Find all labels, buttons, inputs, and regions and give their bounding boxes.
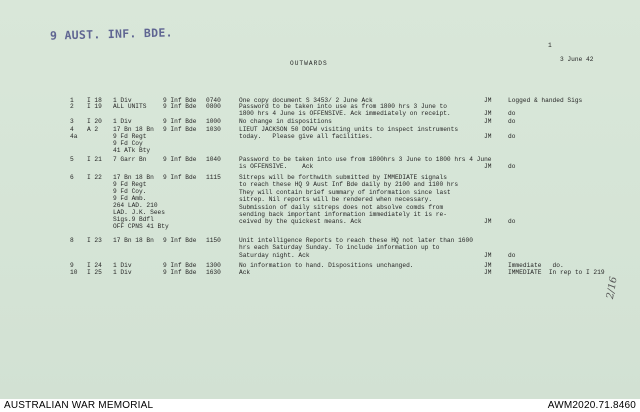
log-time: 1115 (206, 174, 221, 181)
log-message-line: Password to be taken into use as from 1800 hrs 3 June to (239, 103, 447, 110)
log-time-ref: I 20 (87, 118, 102, 125)
log-initials: JM (484, 269, 492, 276)
log-no: 6 (70, 174, 74, 181)
log-from: 9 Fd Regt (113, 133, 147, 140)
log-title: OUTWARDS (290, 60, 328, 67)
log-time: 1040 (206, 156, 221, 163)
log-initials: JM (484, 110, 492, 118)
footer-institution: AUSTRALIAN WAR MEMORIAL (4, 400, 154, 411)
log-to: 9 Inf Bde (163, 103, 197, 110)
log-message-line: No information to hand. Dispositions unchanged. (239, 262, 414, 269)
log-time-ref: I 22 (87, 174, 102, 181)
log-message-line: They will contain brief summary of information since last (239, 188, 451, 196)
log-from: 1 Div (113, 262, 132, 269)
log-no: 1 (70, 97, 74, 104)
log-from: 1 Div (113, 97, 132, 104)
log-message-line: One copy document S 3453/ 2 June Ack (239, 97, 373, 104)
log-time: 1030 (206, 126, 221, 133)
log-remark: Immediate do. (508, 262, 564, 269)
log-date: 3 June 42 (560, 56, 594, 63)
log-time-ref: I 24 (87, 262, 102, 269)
log-no: 2 (70, 103, 74, 110)
log-no: 4a (70, 133, 78, 140)
log-no: 10 (70, 269, 78, 276)
log-to: 9 Inf Bde (163, 97, 197, 104)
log-remark: IMMEDIATE In rep to I 219 (508, 269, 605, 276)
log-from: 1 Div (113, 269, 132, 276)
log-from: 9 Fd Coy (113, 140, 143, 147)
log-remark: do (508, 218, 516, 226)
log-to: 9 Inf Bde (163, 118, 197, 125)
log-remark: Logged & handed Sigs (508, 97, 583, 104)
log-message-line: Ack (239, 269, 251, 276)
log-from: 264 LAD. 210 (113, 202, 158, 209)
log-message-line: LIEUT JACKSON 50 DOFW visiting units to inspect instruments (239, 126, 459, 133)
log-from: 7 Garr Bn (113, 156, 147, 163)
log-from: LAD. J.K. Sees (113, 209, 165, 216)
log-time-ref: I 19 (87, 103, 102, 110)
log-initials: JM (484, 262, 492, 269)
log-from: OFF CPNS 41 Bty (113, 223, 169, 230)
log-message-line: Saturday night. Ack (239, 251, 310, 259)
log-message-line: sitrep. Nil reports will be rendered when necessary. (239, 196, 433, 204)
log-time-ref: I 25 (87, 269, 102, 276)
log-remark: do (508, 118, 516, 125)
log-initials: JM (484, 218, 492, 226)
footer-bar (0, 399, 640, 412)
log-time: 1300 (206, 262, 221, 269)
log-initials: JM (484, 118, 492, 125)
log-remark: do (508, 163, 516, 171)
log-remark: do (508, 133, 516, 141)
log-initials: JM (484, 251, 492, 259)
log-message-line: Sitreps will be forthwith submitted by IMMEDIATE signals (239, 174, 447, 181)
footer-accession-number: AWM2020.71.8460 (547, 400, 636, 411)
log-message-line: Password to be taken into use from 1800hrs 3 June to 1800 hrs 4 June (239, 156, 492, 163)
log-to: 9 Inf Bde (163, 237, 197, 244)
page-number: 1 (548, 42, 552, 49)
log-time: 0800 (206, 103, 221, 110)
log-from: Sigs.9 Bdfl (113, 216, 154, 223)
log-to: 9 Inf Bde (163, 174, 197, 181)
log-from: 41 ATk Bty (113, 147, 151, 154)
log-to: 9 Inf Bde (163, 262, 197, 269)
log-remark: do (508, 251, 516, 259)
log-message-line: to reach these HQ 9 Aust Inf Bde daily by 2100 and 1100 hrs (239, 181, 459, 189)
log-message-line: No change in dispositions (239, 118, 332, 125)
log-time: 0740 (206, 97, 221, 104)
log-to: 9 Inf Bde (163, 156, 197, 163)
log-message-line: is OFFENSIVE. Ack (239, 163, 314, 171)
log-no: 5 (70, 156, 74, 163)
log-from: 17 Bn 18 Bn (113, 126, 154, 133)
log-remark: do (508, 110, 516, 118)
log-no: 3 (70, 118, 74, 125)
log-from: 17 Bn 18 Bn (113, 174, 154, 181)
log-initials: JM (484, 133, 492, 141)
log-no: 4 (70, 126, 74, 133)
log-time-ref: I 23 (87, 237, 102, 244)
log-from: ALL UNITS (113, 103, 147, 110)
log-from: 9 Fd Coy. (113, 188, 147, 195)
log-time-ref: A 2 (87, 126, 99, 133)
log-from: 9 Fd Regt (113, 181, 147, 188)
log-no: 9 (70, 262, 74, 269)
log-from: 1 Div (113, 118, 132, 125)
log-time: 1000 (206, 118, 221, 125)
log-time-ref: I 21 (87, 156, 102, 163)
log-from: 9 Fd Amb. (113, 195, 147, 202)
log-message-line: today. Please give all facilities. (239, 133, 373, 141)
log-time: 1630 (206, 269, 221, 276)
log-no: 8 (70, 237, 74, 244)
log-time-ref: I 18 (87, 97, 102, 104)
log-message-line: hrs each Saturday Sunday. To include information up to (239, 244, 440, 252)
log-message-line: sending back important information immediately it is re- (239, 211, 447, 218)
log-to: 9 Inf Bde (163, 269, 197, 276)
log-message-line: ceived by the quickest means. Ack (239, 218, 362, 226)
handwritten-folio-note: 2/16 (605, 275, 620, 300)
log-from: 17 Bn 18 Bn (113, 237, 154, 244)
log-initials: JM (484, 97, 492, 104)
log-initials: JM (484, 163, 492, 171)
log-message-line: Submission of daily sitreps does not absolve comds from (239, 203, 444, 211)
log-message-line: Unit intelligence Reports to reach these HQ not later than 1600 (239, 237, 473, 244)
log-message-line: 1800 hrs 4 June is OFFENSIVE. Ack immediately on receipt. (239, 110, 451, 118)
unit-stamp: 9 AUST. INF. BDE. (49, 25, 173, 43)
log-to: 9 Inf Bde (163, 126, 197, 133)
log-time: 1150 (206, 237, 221, 244)
